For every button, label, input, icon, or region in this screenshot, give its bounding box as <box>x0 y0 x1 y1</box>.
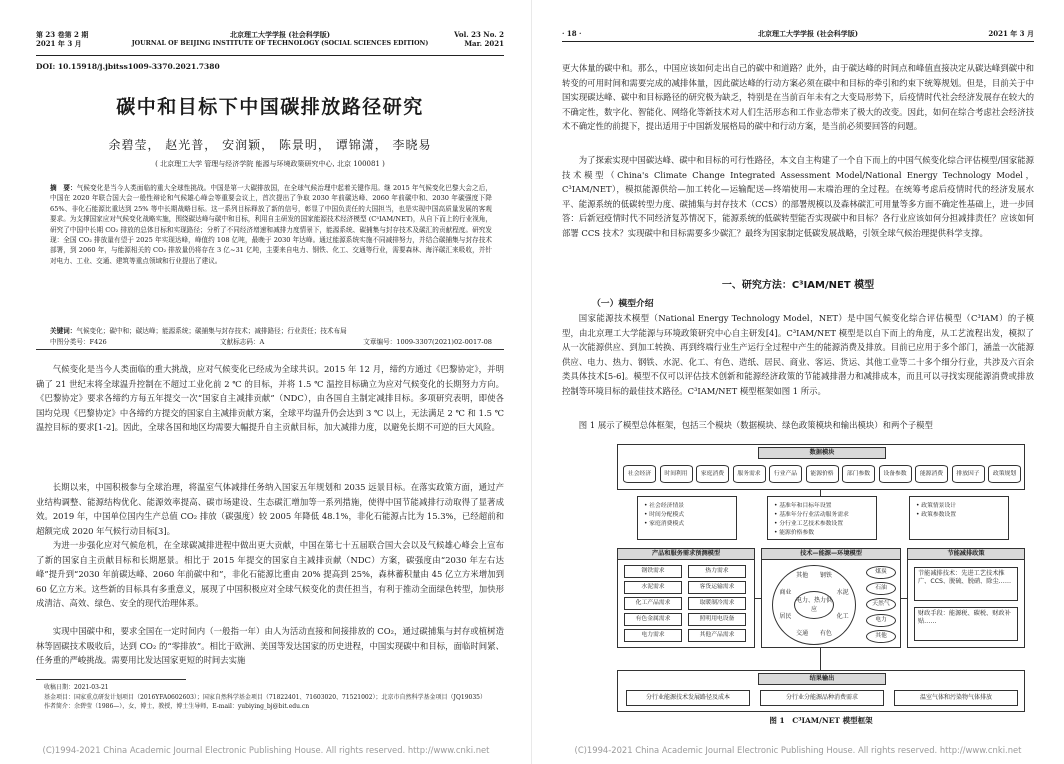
demand-cell: 取暖制冷需求 <box>688 597 746 610</box>
output-item: 分行业能源技术发展路径及成本 <box>626 690 750 706</box>
body-paragraph-5: 更大体量的碳中和。那么，中国应该如何走出自己的碳中和道路？此外，由于碳达峰的时间点和峰值直接决定从碳达峰到碳中和转变的可用时间和需要完成的减排体量，因此碳达峰的行动方案必须在碳中和目标的牵引和约束下统筹规划。但是，目前关于中国实现碳达峰、碳中和目标路径的研究极为缺乏，特别是在当前百年未有之大变局形势下，后疫情时代社会经济发展存在较大的不确定性，数字化、智能化、网络化等新技术对人们生活形态和工作业态带来了极大的改变。因此，如何在综合考虑社会经济技术不确定性的前提下，提出适用于中国新发展格局的碳中和行动方案，是当前必须要回答的问题。 <box>562 63 1034 132</box>
abstract <box>50 183 492 266</box>
header-volume: 第 23 卷第 2 期 <box>36 30 89 39</box>
demand-model <box>617 548 755 648</box>
output-item: 分行业分能源品种消费需求 <box>760 690 884 706</box>
header-month: Mar. 2021 <box>464 38 504 48</box>
output-module-title: 结果输出 <box>758 673 886 685</box>
footnote-received: 收稿日期：2021-03-21 <box>44 684 109 691</box>
article-number: 文章编号：1009-3307(2021)02-0017-08 <box>363 338 492 346</box>
clc-number: 中图分类号：F426 <box>50 338 107 346</box>
header-issue <box>36 31 88 49</box>
policy-module <box>907 548 1025 648</box>
data-item: 排放因子 <box>952 465 985 483</box>
arrow-left-1 <box>901 598 907 599</box>
bullet-item: • 社会经济情景 <box>644 503 685 509</box>
parameter-box <box>767 496 877 540</box>
bullet-item: • 能源价格参数 <box>774 530 815 536</box>
bullet-item: • 基准年分行业活动服务需求 <box>774 512 849 518</box>
header-date: 2021 年 3 月 <box>36 38 82 48</box>
tee-model <box>761 548 901 648</box>
data-item: 行业产品 <box>769 465 802 483</box>
energy-carrier: 其他 <box>866 630 896 643</box>
demand-cell: 有色金属需求 <box>624 613 682 626</box>
demand-cell: 钢铁需求 <box>624 565 682 578</box>
policy-scenario-box <box>909 496 1009 540</box>
model-framework-figure <box>617 444 1025 712</box>
data-item: 部门参数 <box>842 465 875 483</box>
demand-cell: 客货运输需求 <box>688 581 746 594</box>
tech-policy-box: 节能减排技术：先进工艺技术推广、CCS、脱硫、脱硝、除尘…… <box>914 567 1018 601</box>
data-module-title: 数据模块 <box>758 447 886 459</box>
keywords-label: 关键词： <box>50 327 77 335</box>
body-paragraph-1: 气候变化是当今人类面临的重大挑战，应对气候变化已经成为全球共识。2015 年 12 月，缔约方通过《巴黎协定》，并明确了 21 世纪末将全球温升控制在不超过工业化前 2 ℃ 的目标，并将 1.5 ℃ 温控目标确立为应对气候变化的长期努力方向。《巴黎协定》要求各缔约方每五年提交一次“国家自主减排贡献”（NDC），由各国自主制定减排目标。多项研究表明，即使各国均兑现《巴黎协定》中各缔约方提交的国家自主减排贡献方案，全球平均温升仍会达到 3 ℃ 以上，无法满足 2 ℃ 和 1.5 ℃ 温控目标的要求[1-2]。因此，全球各国和地区均需要大幅提升自主贡献目标，加大减排力度，以避免长期不可逆的巨大风险。 <box>36 364 504 433</box>
body-paragraph-7: 国家能源技术模型（National Energy Technology Model，NET）是中国气候变化综合评估模型（C³IAM）的子模型，由北京理工大学能源与环境政策研究中心自主研发[4]。C³IAM/NET 模型是以自下而上的角度，从工艺流程出发，模拟了从一次能源供应、到加工转换、再到终端行业生产运行全过程中产生的能源消费及排放。目前已应用于多个部门，涵盖一次能源供应、电力、热力、钢铁、水泥、化工、有色、造纸、居民、商业、客运、货运、其他工业等二十多个细分行业，共涉及六百余类具体技术[5-6]。模型不仅可以评估技术创新和能源经济政策的节能减排潜力和减排成本，而且可以寻找实现能源消费或排放控制等环境目标的最佳技术路径。C³IAM/NET 模型框架如图 1 所示。 <box>562 313 1034 396</box>
data-item: 服务需求 <box>733 465 766 483</box>
document-code: 文献标志码：A <box>220 338 265 346</box>
copyright-footer-right: (C)1994-2021 China Academic Journal Electronic Publishing House. All rights reserved. http://www.cnki.net <box>574 745 1022 755</box>
bullet-item: • 时间分配模式 <box>644 512 685 518</box>
body-paragraph-8: 图 1 展示了模型总体框架，包括三个模块（数据模块、绿色政策模块和输出模块）和两个子模型 <box>578 420 933 430</box>
author-list: 余碧莹， 赵光普， 安润颖， 陈景明， 谭锦潇， 李晓易 <box>108 138 432 152</box>
sector-label: 交通 <box>796 629 809 637</box>
journal-header <box>36 28 504 56</box>
affiliation: ( 北京理工大学 管理与经济学院 能源与环境政策研究中心, 北京 100081 ) <box>155 160 385 168</box>
header-vol-number: Vol. 23 No. 2 <box>454 30 504 39</box>
footnote-divider <box>36 679 186 680</box>
divider <box>36 349 504 350</box>
doi[interactable]: DOI: 10.15918/j.jbitss1009-3370.2021.7380 <box>36 62 220 71</box>
demand-cell: 照明用电设备 <box>688 613 746 626</box>
arrow-down-2 <box>820 648 821 670</box>
demand-model-title: 产品和服务需求预测模型 <box>617 548 755 560</box>
data-module <box>617 444 1025 490</box>
data-item: 政策规划 <box>988 465 1021 483</box>
header-vol-en <box>454 31 504 49</box>
bullet-item: • 分行业工艺技术参数设置 <box>774 521 844 527</box>
journal-header-right <box>562 28 1034 42</box>
data-item: 能源消费 <box>915 465 948 483</box>
demand-cell: 其他产品需求 <box>688 629 746 642</box>
footnotes <box>44 683 502 712</box>
header-journal <box>126 31 434 48</box>
sector-label: 化工 <box>836 612 849 620</box>
demand-cell: 水泥需求 <box>624 581 682 594</box>
data-item: 家庭消费 <box>696 465 729 483</box>
bullet-item: • 基准年和目标年设置 <box>774 503 832 509</box>
demand-cell: 热力需求 <box>688 565 746 578</box>
fiscal-policy-box: 财政手段：能源税、碳税、财政补贴…… <box>914 607 1018 641</box>
body-paragraph-4: 实现中国碳中和，要求全国在一定时间内（一般指一年）由人为活动直接和间接排放的 CO₂，通过碳捕集与封存或植树造林等固碳技术吸收后，达到 CO₂ 的“零排放”。相比于欧洲、美国等发达国家的历史进程，中国实现碳中和目标，面临时间紧、任务重的严峻挑战。需要用比发达国家更短的时间去实施 <box>36 626 504 666</box>
footnote-author: 作者简介：余碧莹（1986—），女，博士，教授，博士生导师，E-mail：yubiying_bj@bit.edu.cn <box>44 703 310 711</box>
page-number: · 18 · <box>562 29 582 38</box>
bullet-item: • 家庭消费模式 <box>644 521 685 527</box>
footnote-fund: 基金项目：国家重点研发计划项目（2016YFA0602603）；国家自然科学基金项目（71822401、71603020、71521002）；北京市自然科学基金项目（JQ19035） <box>44 693 486 701</box>
keywords <box>50 326 492 336</box>
copyright-footer: (C)1994-2021 China Academic Journal Electronic Publishing House. All rights reserved. http://www.cnki.net <box>42 745 490 755</box>
bullet-item: • 政策情景设计 <box>916 503 957 509</box>
tee-model-title: 技术—能源—环境模型 <box>761 548 901 560</box>
data-item: 时间利用 <box>660 465 693 483</box>
paper-title: 碳中和目标下中国碳排放路径研究 <box>116 96 424 118</box>
section-title: 一、研究方法：C³IAM/NET 模型 <box>721 280 875 291</box>
energy-carrier: 天然气 <box>866 598 896 611</box>
subsection-title: （一）模型介绍 <box>592 299 654 309</box>
arrow-right-1 <box>755 598 761 599</box>
sector-label: 水泥 <box>836 589 849 597</box>
demand-cell: 化工产品需求 <box>624 597 682 610</box>
output-item: 温室气体和污染物气体排放 <box>894 690 1018 706</box>
abstract-label: 摘 要： <box>50 184 77 192</box>
output-module <box>617 670 1025 712</box>
data-item: 设备参数 <box>879 465 912 483</box>
energy-carrier: 电力 <box>866 614 896 627</box>
arrow-down-1 <box>820 490 821 496</box>
power-heat-supply: 电力、热力供应 <box>794 591 834 619</box>
energy-carrier: 石油 <box>866 582 896 595</box>
sector-label: 有色 <box>819 629 832 637</box>
header-journal-right: 北京理工大学学报 (社会科学版) <box>757 29 859 38</box>
scenario-box <box>637 496 737 540</box>
data-item: 能源价格 <box>806 465 839 483</box>
figure-caption: 图 1 C³IAM/NET 模型框架 <box>769 716 873 725</box>
bullet-item: • 政策参数设置 <box>916 512 957 518</box>
sector-label: 钢铁 <box>819 572 832 580</box>
header-journal-en: JOURNAL OF BEIJING INSTITUTE OF TECHNOLOGY (SOCIAL SCIENCES EDITION) <box>131 39 429 47</box>
header-date-right: 2021 年 3 月 <box>988 29 1034 38</box>
abstract-text: 气候变化是当今人类面临的重大全球性挑战。中国是第一大碳排放国，在全球气候治理中起着关键作用。继 2015 年气候变化巴黎大会之后，中国在 2020 年联合国大会一般性辩论和气候雄心峰会等重要会议上，首次提出了争取 2030 年前碳达峰、2060 年前碳中和、2030 年碳强度下降 65%、非化石能源比重达到 25% 等中长期战略目标。这一系列目标释放了新的信号，彰显了中国负责任的大国担当，也是实现中国高质量发展的客观要求。为支撑国家应对气候变化战略实施，围绕碳达峰与碳中和目标，利用自主研发的国家能源技术经济模型 (C³IAM/NET)，从自下而上的行业视角，研究了中国中长期 CO₂ 排放的总体目标和实现路径；分析了不同经济增速和减排力度情景下，能源系统、碳捕集与封存技术及碳汇的贡献程度。研究发现：全国 CO₂ 排放量有望于 2025 年实现达峰，峰值约 108 亿吨，最晚于 2030 年达峰。通过能源系统实施不同减排努力，并结合碳捕集与封存技术部署，到 2060 年，与能源相关的 CO₂ 排放量仍将存在 3 亿~31 亿吨，主要来自电力、钢铁、化工、交通等行业，需要森林、海洋碳汇来吸收，并针对电力、工业、交通、建筑等重点领域和行业提出了建议。 <box>50 184 492 265</box>
sector-label: 商业 <box>779 589 792 597</box>
body-paragraph-2: 长期以来，中国积极参与全球治理，将温室气体减排任务纳入国家五年规划和 2035 远景目标。在落实政策方面，通过产业结构调整、能源结构优化、能源效率提高、碳市场建设、生态碳汇增加等一系列措施，使得中国节能减排行动取得了显著成效。2019 年，中国单位国内生产总值 CO₂ 排放（碳强度）较 2005 年降低 48.1%，非化石能源占比为 15.3%，已经超前和超额完成 2020 年气候行动目标[3]。 <box>36 482 504 536</box>
data-item: 社会经济 <box>623 465 656 483</box>
sector-label: 其他 <box>796 572 809 580</box>
demand-cell: 电力需求 <box>624 629 682 642</box>
keywords-text: 气候变化；碳中和；碳达峰；能源系统；碳捕集与封存技术；减排路径；行业责任；技术布局 <box>76 327 347 335</box>
sector-label: 居民 <box>779 612 792 620</box>
header-journal-cn: 北京理工大学学报 (社会科学版) <box>229 30 331 39</box>
policy-module-title: 节能减排政策 <box>907 548 1025 560</box>
body-paragraph-3: 为进一步强化应对气候危机，在全球碳减排进程中做出更大贡献，中国在第七十五届联合国大会以及气候雄心峰会上宣布了新的国家自主贡献目标和长期愿景。相比于 2015 年提交的国家自主减排贡献（NDC）方案，碳强度由“2030 年左右达峰”提升到“2030 年前碳达峰、2060 年前碳中和”，非化石能源比重由 20% 提高到 25%，森林蓄积量由 45 亿立方米增加到 60 亿立方米。这些新的目标具有多重意义，展现了中国积极应对全球气候变化的责任担当，有利于推动全面绿色转型，加快形成清洁、高效、绿色、安全的现代治理体系。 <box>36 540 504 609</box>
energy-carrier: 煤炭 <box>866 566 896 579</box>
body-paragraph-6: 为了探索实现中国碳达峰、碳中和目标的可行性路径，本文自主构建了一个自下而上的中国气候变化综合评估模型/国家能源技术模型（China's Climate Change Integrated Assessment Model/National Energy Technology Model，C³IAM/NET），模拟能源供给—加工转化—运输配送—终端使用—末端治理的全过程。在统筹考虑后疫情时代的经济发展水平、能源系统的低碳转型力度、碳捕集与封存技术（CCS）的部署规模以及森林碳汇可用量等多方面不确定性基础上，进一步回答：后新冠疫情时代不同经济复苏情况下，能源系统的低碳转型能否实现碳中和目标？各行业应该如何分担减排责任？应该如何部署 CCS 技术？实现碳中和目标需要多少碳汇？最终为国家制定低碳发展战略，引领全球气候治理提供科学支撑。 <box>562 155 1034 238</box>
